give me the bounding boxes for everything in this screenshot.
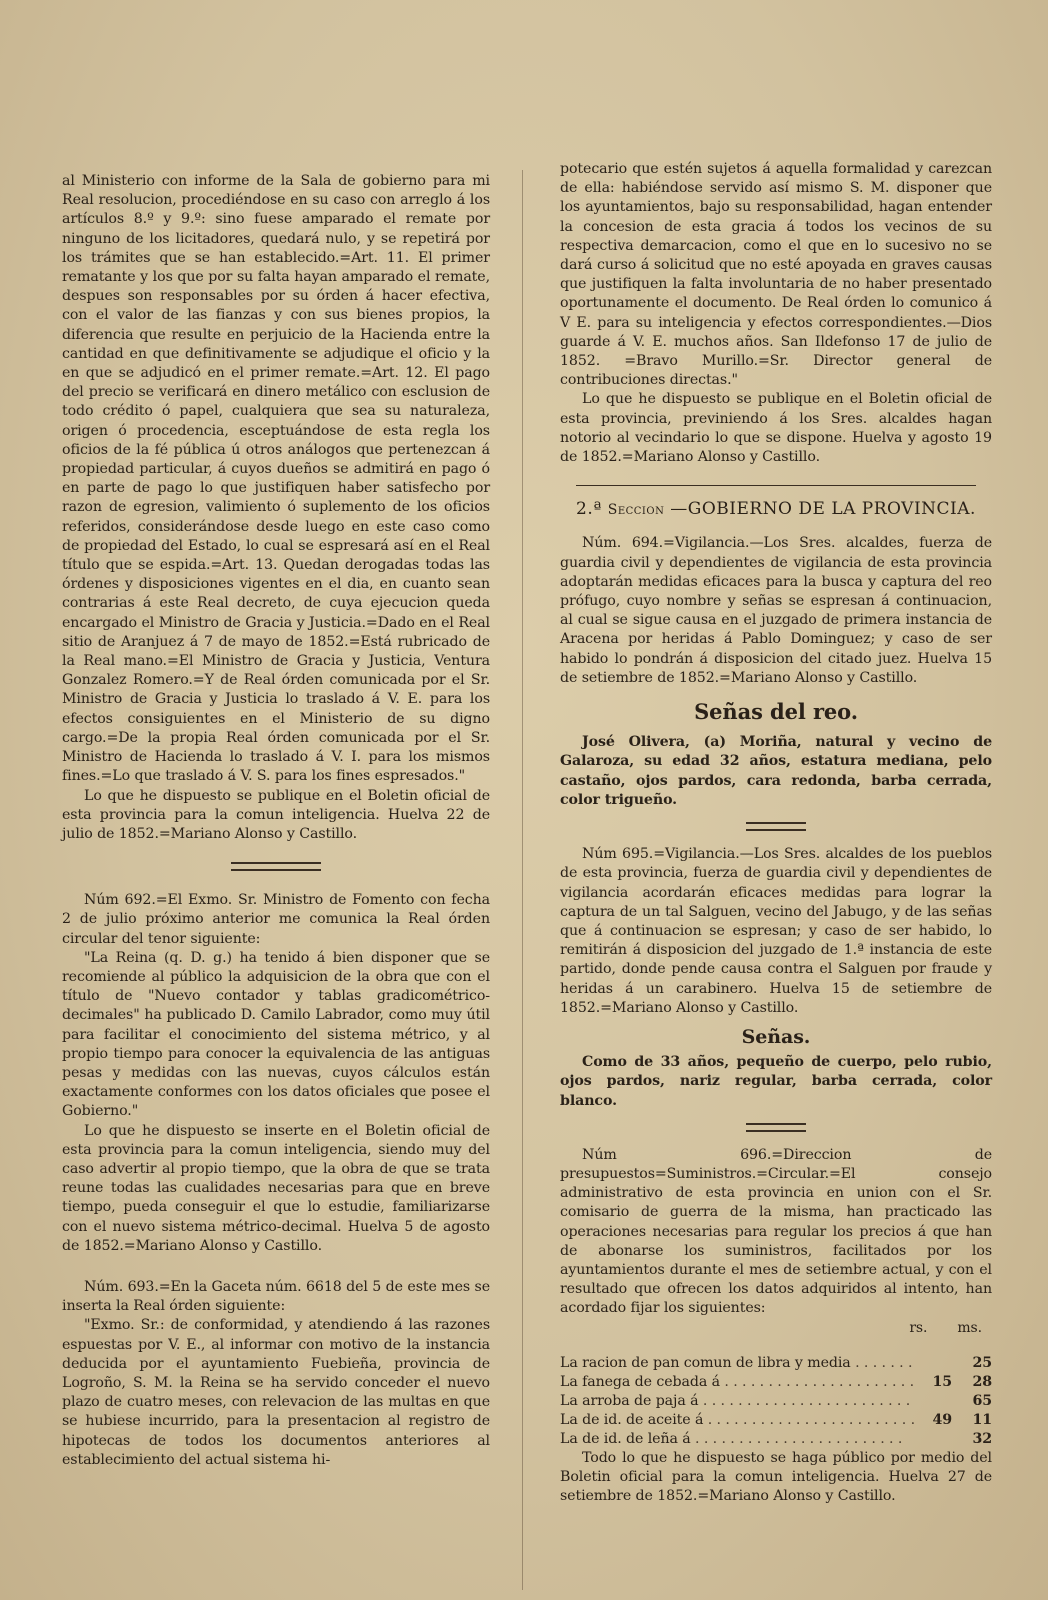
section-title: —GOBIERNO DE LA PROVINCIA. — [670, 499, 976, 520]
price-reales: 15 — [932, 1373, 952, 1390]
price-item: La de id. de aceite á . . . — [560, 1411, 914, 1430]
article-693-intro: Núm. 693.=En la Gaceta núm. 6618 del 5 de este mes se inserta la Real órden siguiente: — [62, 1278, 490, 1315]
price-maravedis: 25 — [972, 1354, 992, 1371]
price-row — [560, 1411, 992, 1430]
article-gap — [62, 1256, 490, 1278]
decree-continuation: al Ministerio con informe de la Sala de gobierno para mi Real resolucion, procediéndose en su caso con arreglo á los artículos 8.º y 9.º: sino fuese amparado el remate por ninguno de los licitadores, quedará nulo, y se repetirá por los trámites que se han establecido.=Art. 11. El primer rematante y los que por su falta hayan amparado el remate, despues son responsables por su órden á hacer efectiva, con el valor de las fianzas y con sus bienes propios, la diferencia que resulte en perjuicio de la Hacienda entre la cantidad en que definitivamente se adjudique el oficio y la en que se adjudicó en el primer remate.=Art. 12. El pago del precio se verificará en dinero metálico con esclusion de todo crédito ó papel, cualquiera que sea su naturaleza, origen ó procedencia, esceptuándose de esta regla los oficios de la fé pública ú otros análogos que pertenezcan á propiedad particular, á cuyos dueños se admitirá en pago ó en parte de pago lo que justifiquen haber satisfecho por razon de egresion, valimiento ó suplemento de los oficios referidos, considerándose desde luego en este caso como de propiedad del Estado, lo cual se espresará así en el Real título que se espida.=Art. 13. Quedan derogadas todas las órdenes y disposiciones vigentes en el dia, en cuanto sean contrarias á este Real decreto, de cuya ejecucion queda encargado el Ministro de Gracia y Justicia.=Dado en el Real sitio de Aranjuez á 7 de mayo de 1852.=Está rubricado de la Real mano.=El Ministro de Gracia y Justicia, Ventura Gonzalez Romero.=Y de Real órden comunicada por el Sr. Ministro de Gracia y Justicia lo traslado á V. E. para los efectos consiguientes en el Ministerio de su digno cargo.=De la propia Real órden comunicada por el Sr. Ministro de Hacienda lo traslado á V. I. para los mismos fines.=Lo que traslado á V. S. para los fines espresados." — [62, 173, 490, 785]
section-number: 2.ª — [576, 499, 602, 520]
price-reales: 49 — [932, 1411, 952, 1428]
price-maravedis: 11 — [972, 1411, 992, 1428]
price-row — [560, 1373, 992, 1392]
article-695: Núm 695.=Vigilancia.—Los Sres. alcaldes de los pueblos de esta provincia, fuerza de guardia civil y dependientes de vigilancia acordarán eficaces medidas para lograr la captura de un tal Salguen, vecino del Jabugo, y de las señas que á continuacion se espresan; y caso de ser habido, lo remitirán á disposicion del juzgado de 1.ª instancia de este partido, donde pende causa contra el Salguen por fraude y heridas á un carabinero. Huelva 15 de setiembre de 1852.=Mariano Alonso y Castillo. — [560, 846, 992, 1016]
unit-reales: rs. — [909, 1319, 928, 1336]
price-maravedis: 65 — [972, 1392, 992, 1409]
article-692-order: "La Reina (q. D. g.) ha tenido á bien disponer que se recomiende al público la adquisicion de la obra que con el título de "Nuevo contador y tablas gradicométrico-decimales" ha publicado D. Camilo Labrador, como muy útil para facilitar el conocimiento del sistema métrico, y al propio tiempo para conocer la equivalencia de las antiguas pesas y medidas con las nuevas, cuyos cálculos están exactamente conformes con los datos oficiales que posee el Gobierno." — [62, 949, 490, 1120]
article-692-intro: Núm 692.=El Exmo. Sr. Ministro de Fomento con fecha 2 de julio próximo anterior me comunica la Real órden circular del tenor siguiente: — [62, 892, 490, 947]
section-rule — [576, 485, 976, 486]
section-label: Seccion — [607, 502, 665, 519]
features-description: Como de 33 años, pequeño de cuerpo, pelo rubio, ojos pardos, nariz regular, barba cerrada, color blanco. — [560, 1054, 992, 1109]
column-divider — [522, 170, 523, 1590]
price-item: La de id. de leña á . . . — [560, 1430, 914, 1449]
suspect-heading: Señas del reo. — [694, 699, 858, 725]
article-696: Núm 696.=Direccion de presupuestos=Suministros.=Circular.=El consejo administrativo de esta provincia en union con el Sr. comisario de guerra de la misma, han practicado las operaciones necesarias para regular los precios á que han de abonarse los suministros, facilitados por los ayuntamientos durante el mes de setiembre actual, y con el resultado que ofrecen los datos adquiridos al intento, han acordado fijar los siguientes: — [560, 1146, 992, 1317]
price-table — [560, 1354, 992, 1449]
unit-maravedis: ms. — [957, 1319, 982, 1336]
price-row — [560, 1354, 992, 1373]
article-separator — [746, 1123, 806, 1132]
price-item: La arroba de paja á . . . — [560, 1392, 914, 1411]
article-separator — [231, 862, 321, 871]
features-heading: Señas. — [741, 1025, 811, 1048]
article-693-note: Lo que he dispuesto se publique en el Boletin oficial de esta provincia, previniendo á los Sres. alcaldes hagan notorio al vecindario lo que se dispone. Huelva y agosto 19 de 1852.=Mariano Alonso y Castillo. — [560, 391, 992, 466]
article-separator — [746, 822, 806, 831]
price-item: La racion de pan comun de libra y media . . . — [560, 1354, 914, 1373]
right-column — [560, 160, 992, 1506]
section-heading — [560, 500, 992, 520]
price-units — [560, 1319, 992, 1338]
article-696-note: Todo lo que he dispuesto se haga público por medio del Boletin oficial para la comun inteligencia. Huelva 27 de setiembre de 1852.=Mariano Alonso y Castillo. — [560, 1449, 992, 1505]
price-maravedis: 32 — [972, 1430, 992, 1447]
article-694: Núm. 694.=Vigilancia.—Los Sres. alcaldes, fuerza de guardia civil y dependientes de vigilancia de esta provincia adoptarán medidas eficaces para la busca y captura del reo prófugo, cuyo nombre y señas se espresan á continuacion, al cual se sigue causa en el juzgado de primera instancia de Aracena por heridas á Pablo Dominguez; y caso de ser habido lo pondrán á disposicion del citado juez. Huelva 15 de setiembre de 1852.=Mariano Alonso y Castillo. — [560, 535, 992, 686]
price-item: La fanega de cebada á . . . — [560, 1373, 914, 1392]
price-row — [560, 1430, 992, 1449]
article-693-continuation: potecario que estén sujetos á aquella formalidad y carezcan de ella: habiéndose servido así mismo S. M. disponer que los ayuntamientos, bajo su responsabilidad, hagan entender la concesion de esta gracia á todos los vecinos de su respectiva demarcacion, como el que en lo sucesivo no se dará curso á solicitud que no esté apoyada en graves causas que justifiquen la falta involuntaria de no haber presentado oportunamente el documento. De Real órden lo comunico á V E. para su inteligencia y efectos correspondientes.—Dios guarde á V. E. muchos años. San Ildefonso 17 de julio de 1852. =Bravo Murillo.=Sr. Director general de contribuciones directas." — [560, 161, 992, 389]
left-column — [62, 172, 490, 1470]
article-693-order: "Exmo. Sr.: de conformidad, y atendiendo á las razones espuestas por V. E., al informar con motivo de la instancia deducida por el ayuntamiento Fuebieña, provincia de Logroño, S. M. la Reina se ha servido conceder el nuevo plazo de cuatro meses, con relevacion de las multas en que se hubiese incurrido, para la presentacion al registro de hipotecas de todos los documentos anteriores al establecimiento del actual sistema hi- — [62, 1317, 490, 1468]
suspect-description: José Olivera, (a) Moriña, natural y vecino de Galaroza, su edad 32 años, estatura mediana, pelo castaño, ojos pardos, cara redonda, barba cerrada, color trigueño. — [560, 734, 992, 808]
price-maravedis: 28 — [972, 1373, 992, 1390]
article-692-note: Lo que he dispuesto se inserte en el Boletin oficial de esta provincia para la comun inteligencia, siendo muy del caso advertir al propio tiempo, que la obra de que se trata reune todas las cualidades necesarias para que en breve tiempo, pueda conseguir el que lo estudie, familiarizarse con el nuevo sistema métrico-decimal. Huelva 5 de agosto de 1852.=Mariano Alonso y Castillo. — [62, 1122, 490, 1254]
publication-note: Lo que he dispuesto se publique en el Boletin oficial de esta provincia para la comun inteligencia. Huelva 22 de julio de 1852.=Mariano Alonso y Castillo. — [62, 787, 490, 842]
price-row — [560, 1392, 992, 1411]
